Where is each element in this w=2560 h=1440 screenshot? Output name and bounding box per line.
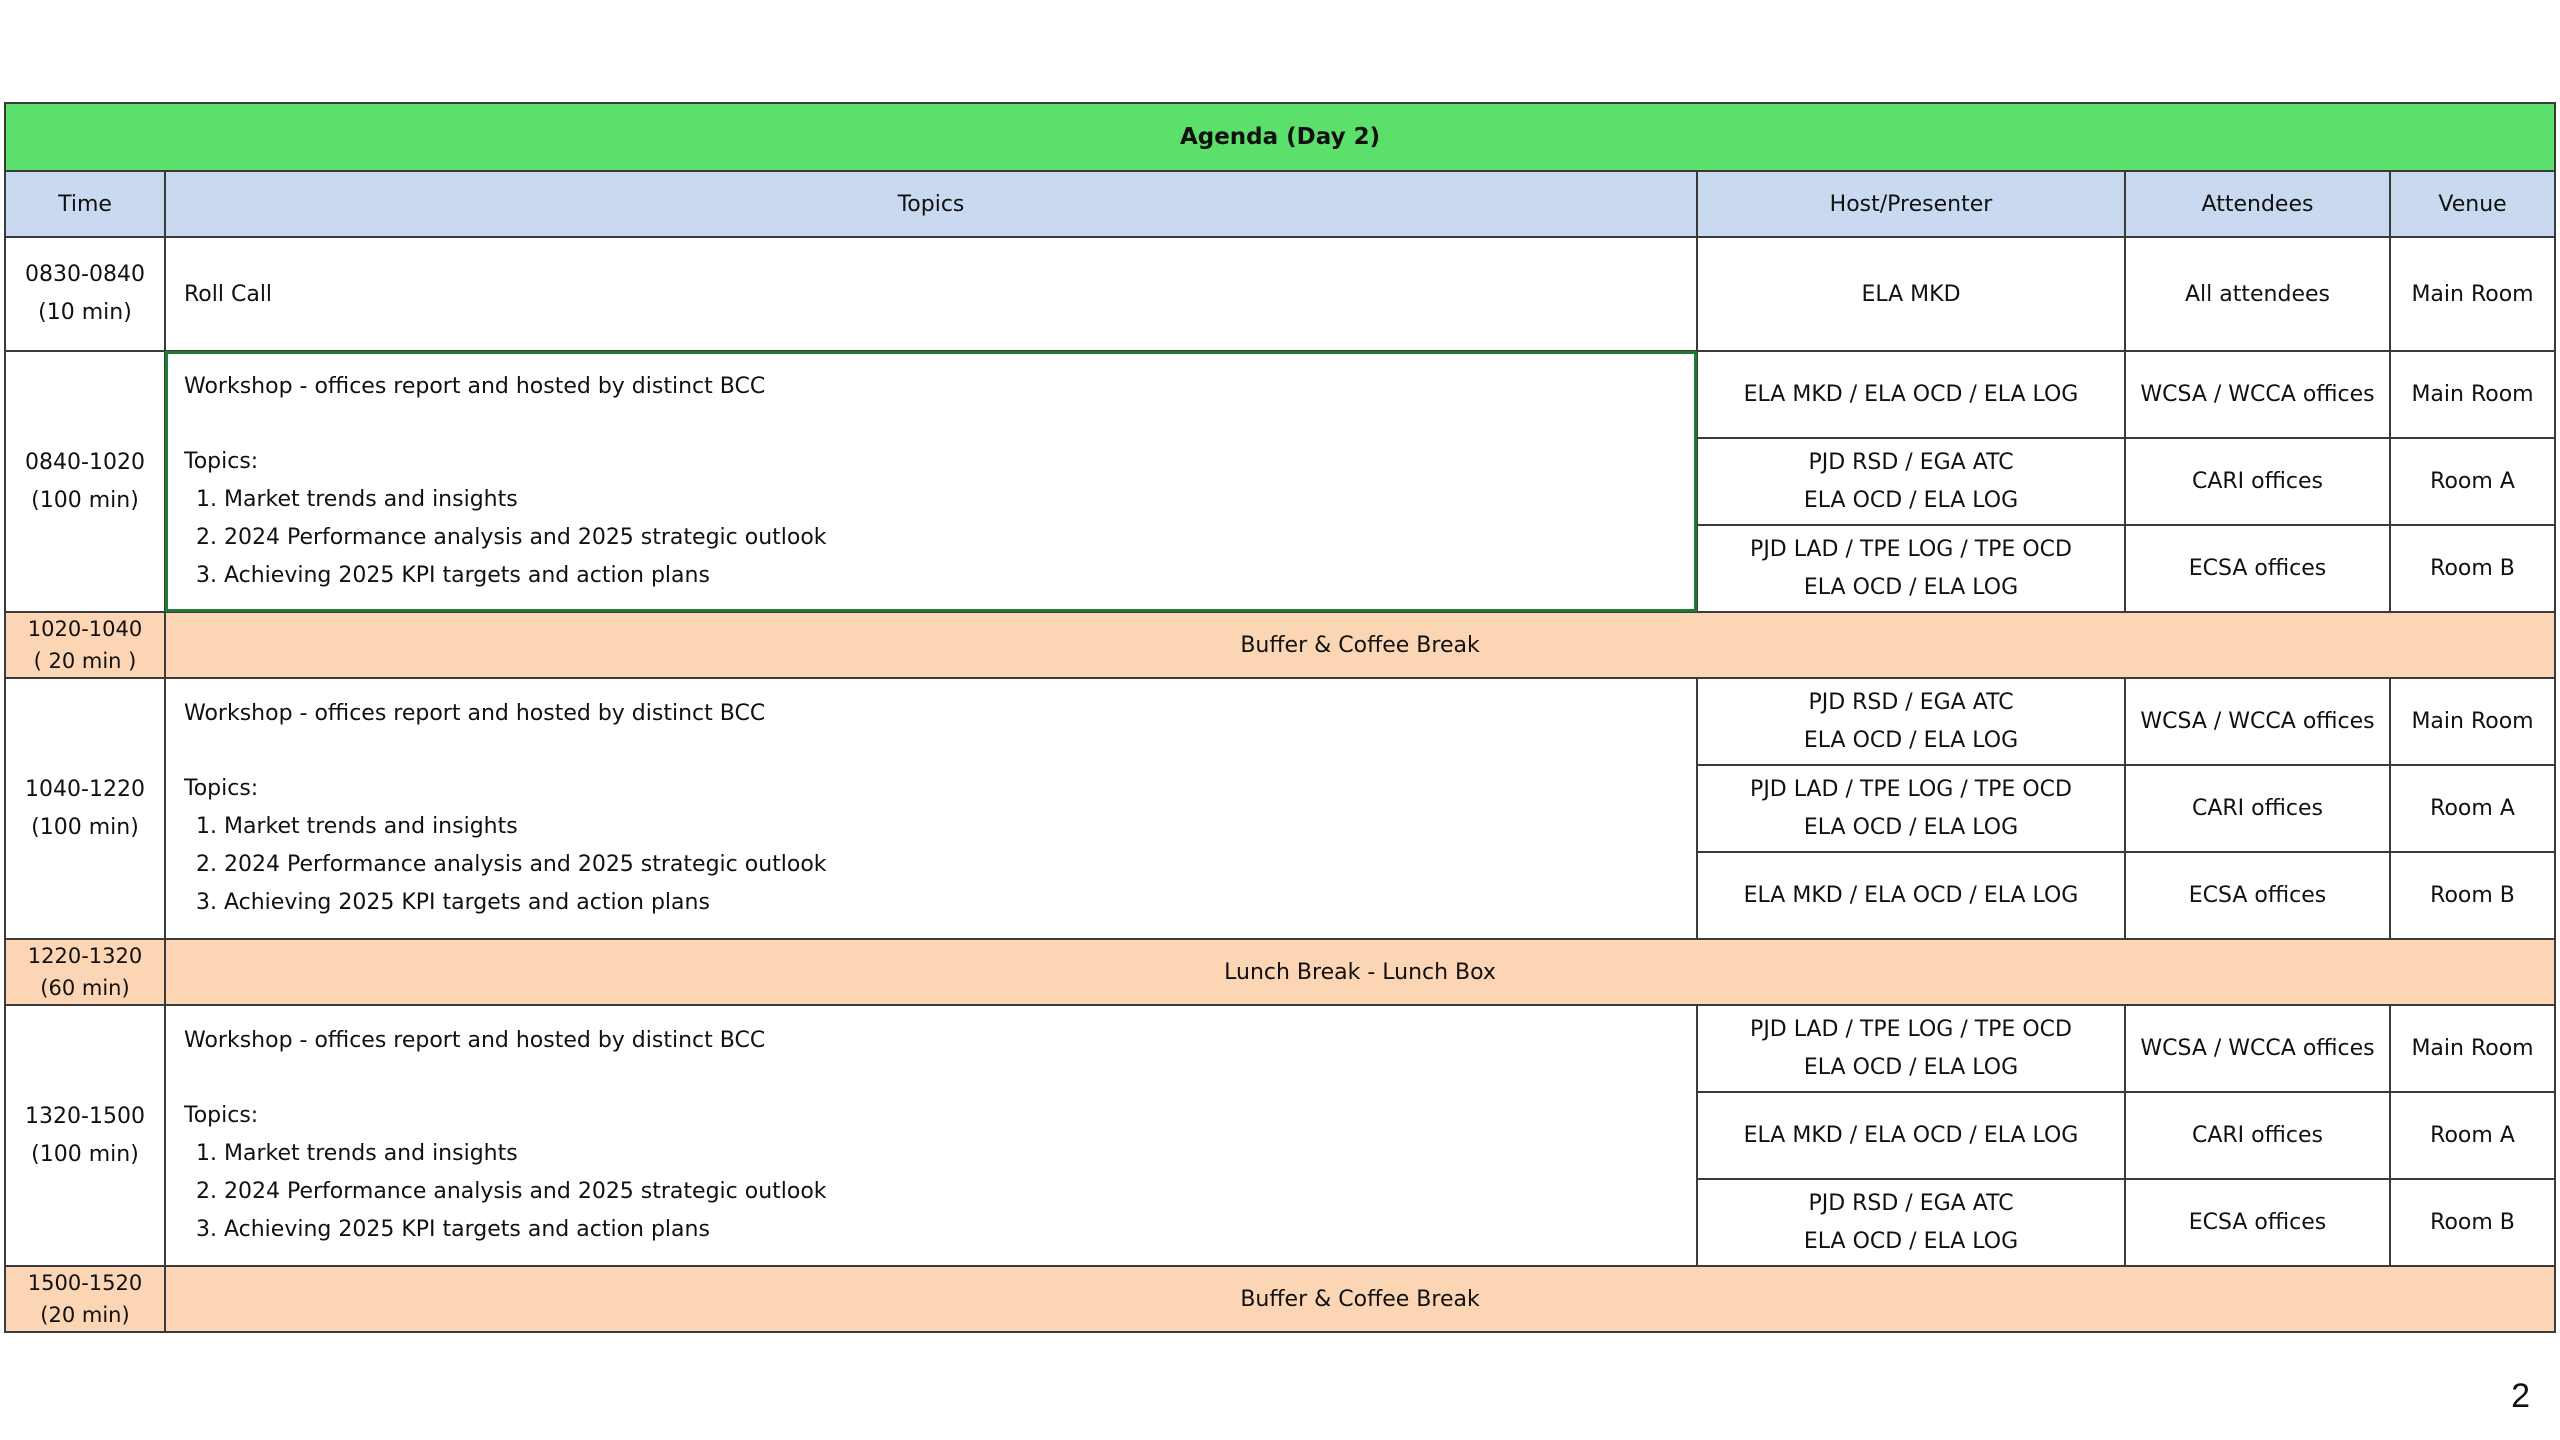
- topic-item-2: 2. 2024 Performance analysis and 2025 strategic outlook: [196, 1179, 827, 1204]
- session-3-host-3[interactable]: [1697, 1179, 2125, 1266]
- topic-item-3: 3. Achieving 2025 KPI targets and action plans: [196, 563, 710, 588]
- session-3-time-range: 1320-1500: [25, 1103, 145, 1129]
- session-3-topics[interactable]: [165, 1005, 1697, 1266]
- topic-item-3: 3. Achieving 2025 KPI targets and action plans: [196, 890, 710, 915]
- agenda-title[interactable]: Agenda (Day 2): [5, 103, 2555, 171]
- session-1-time[interactable]: [5, 351, 165, 612]
- session-1-venue-2[interactable]: Room A: [2390, 438, 2555, 525]
- host-line: PJD LAD / TPE LOG / TPE OCD: [1750, 1016, 2072, 1042]
- session-2-row-1: [5, 678, 2555, 765]
- session-1-venue-1[interactable]: Main Room: [2390, 351, 2555, 438]
- session-3-attendees-3[interactable]: ECSA offices: [2125, 1179, 2390, 1266]
- session-2-time[interactable]: [5, 678, 165, 939]
- topic-item-2: 2. 2024 Performance analysis and 2025 strategic outlook: [196, 525, 827, 550]
- topics-label: Topics:: [184, 1103, 259, 1128]
- break-2-time-range: 1220-1320: [27, 944, 143, 968]
- session-2-topics[interactable]: [165, 678, 1697, 939]
- break-1-duration: ( 20 min ): [33, 649, 137, 673]
- host-line: PJD RSD / EGA ATC: [1808, 689, 2014, 715]
- break-3-time-range: 1500-1520: [27, 1271, 143, 1295]
- host-line: ELA OCD / ELA LOG: [1803, 487, 2019, 513]
- session-1-attendees-2[interactable]: CARI offices: [2125, 438, 2390, 525]
- host-line: ELA OCD / ELA LOG: [1803, 727, 2019, 753]
- session-2-time-range: 1040-1220: [25, 776, 145, 802]
- topic-item-1: 1. Market trends and insights: [196, 487, 518, 512]
- topic-item-1: 1. Market trends and insights: [196, 814, 518, 839]
- rollcall-attendees[interactable]: All attendees: [2125, 237, 2390, 351]
- topic-item-2: 2. 2024 Performance analysis and 2025 strategic outlook: [196, 852, 827, 877]
- session-1-host-3[interactable]: [1697, 525, 2125, 612]
- session-3-venue-3[interactable]: Room B: [2390, 1179, 2555, 1266]
- break-3-label[interactable]: Buffer & Coffee Break: [165, 1266, 2555, 1332]
- host-line: ELA MKD / ELA OCD / ELA LOG: [1743, 381, 2079, 407]
- break-3-time[interactable]: [5, 1266, 165, 1332]
- rollcall-topic[interactable]: Roll Call: [165, 237, 1697, 351]
- banner-row: [5, 103, 2555, 171]
- agenda-sheet: [4, 102, 2554, 1333]
- workshop-title: Workshop - offices report and hosted by distinct BCC: [184, 374, 766, 399]
- session-1-host-2[interactable]: [1697, 438, 2125, 525]
- session-1-venue-3[interactable]: Room B: [2390, 525, 2555, 612]
- session-1-duration: (100 min): [31, 487, 139, 513]
- workshop-title: Workshop - offices report and hosted by distinct BCC: [184, 701, 766, 726]
- session-2-attendees-3[interactable]: ECSA offices: [2125, 852, 2390, 939]
- rollcall-host[interactable]: ELA MKD: [1697, 237, 2125, 351]
- session-2-host-3[interactable]: [1697, 852, 2125, 939]
- host-line: ELA OCD / ELA LOG: [1803, 574, 2019, 600]
- session-3-attendees-2[interactable]: CARI offices: [2125, 1092, 2390, 1179]
- rollcall-time-range: 0830-0840: [25, 262, 145, 287]
- header-attendees[interactable]: Attendees: [2125, 171, 2390, 237]
- header-venue[interactable]: Venue: [2390, 171, 2555, 237]
- session-3-host-1[interactable]: [1697, 1005, 2125, 1092]
- rollcall-duration: (10 min): [38, 300, 132, 325]
- session-3-duration: (100 min): [31, 1141, 139, 1167]
- session-1-time-range: 0840-1020: [25, 449, 145, 475]
- break-2-row: [5, 939, 2555, 1005]
- session-1-attendees-3[interactable]: ECSA offices: [2125, 525, 2390, 612]
- session-1-host-1[interactable]: [1697, 351, 2125, 438]
- header-topics[interactable]: Topics: [165, 171, 1697, 237]
- header-host[interactable]: Host/Presenter: [1697, 171, 2125, 237]
- workshop-title: Workshop - offices report and hosted by distinct BCC: [184, 1028, 766, 1053]
- topics-label: Topics:: [184, 449, 259, 474]
- agenda-table: [4, 102, 2556, 1333]
- host-line: ELA OCD / ELA LOG: [1803, 1054, 2019, 1080]
- host-line: ELA MKD / ELA OCD / ELA LOG: [1743, 1122, 2079, 1148]
- session-2-venue-3[interactable]: Room B: [2390, 852, 2555, 939]
- session-1-row-1: [5, 351, 2555, 438]
- break-1-time[interactable]: [5, 612, 165, 678]
- host-line: PJD RSD / EGA ATC: [1808, 449, 2014, 475]
- header-row: [5, 171, 2555, 237]
- host-line: PJD LAD / TPE LOG / TPE OCD: [1750, 776, 2072, 802]
- break-3-duration: (20 min): [40, 1303, 130, 1327]
- break-3-row: [5, 1266, 2555, 1332]
- host-line: PJD RSD / EGA ATC: [1808, 1190, 2014, 1216]
- rollcall-row: [5, 237, 2555, 351]
- break-2-label[interactable]: Lunch Break - Lunch Box: [165, 939, 2555, 1005]
- break-1-label[interactable]: Buffer & Coffee Break: [165, 612, 2555, 678]
- session-1-topics[interactable]: [165, 351, 1697, 612]
- break-1-row: [5, 612, 2555, 678]
- session-2-venue-2[interactable]: Room A: [2390, 765, 2555, 852]
- session-2-attendees-2[interactable]: CARI offices: [2125, 765, 2390, 852]
- topic-item-1: 1. Market trends and insights: [196, 1141, 518, 1166]
- break-1-time-range: 1020-1040: [27, 617, 143, 641]
- header-time[interactable]: Time: [5, 171, 165, 237]
- session-3-time[interactable]: [5, 1005, 165, 1266]
- rollcall-venue[interactable]: Main Room: [2390, 237, 2555, 351]
- host-line: ELA OCD / ELA LOG: [1803, 814, 2019, 840]
- host-line: ELA MKD / ELA OCD / ELA LOG: [1743, 882, 2079, 908]
- host-line: PJD LAD / TPE LOG / TPE OCD: [1750, 536, 2072, 562]
- session-2-host-1[interactable]: [1697, 678, 2125, 765]
- session-3-venue-2[interactable]: Room A: [2390, 1092, 2555, 1179]
- page-number: 2: [2511, 1377, 2530, 1415]
- session-3-host-2[interactable]: [1697, 1092, 2125, 1179]
- session-2-venue-1[interactable]: Main Room: [2390, 678, 2555, 765]
- session-3-attendees-1[interactable]: WCSA / WCCA offices: [2125, 1005, 2390, 1092]
- session-2-duration: (100 min): [31, 814, 139, 840]
- session-1-attendees-1[interactable]: WCSA / WCCA offices: [2125, 351, 2390, 438]
- rollcall-time[interactable]: [5, 237, 165, 351]
- host-line: ELA OCD / ELA LOG: [1803, 1228, 2019, 1254]
- session-2-host-2[interactable]: [1697, 765, 2125, 852]
- topic-item-3: 3. Achieving 2025 KPI targets and action plans: [196, 1217, 710, 1242]
- break-2-time[interactable]: [5, 939, 165, 1005]
- session-3-venue-1[interactable]: Main Room: [2390, 1005, 2555, 1092]
- topics-label: Topics:: [184, 776, 259, 801]
- session-2-attendees-1[interactable]: WCSA / WCCA offices: [2125, 678, 2390, 765]
- session-3-row-1: [5, 1005, 2555, 1092]
- break-2-duration: (60 min): [40, 976, 130, 1000]
